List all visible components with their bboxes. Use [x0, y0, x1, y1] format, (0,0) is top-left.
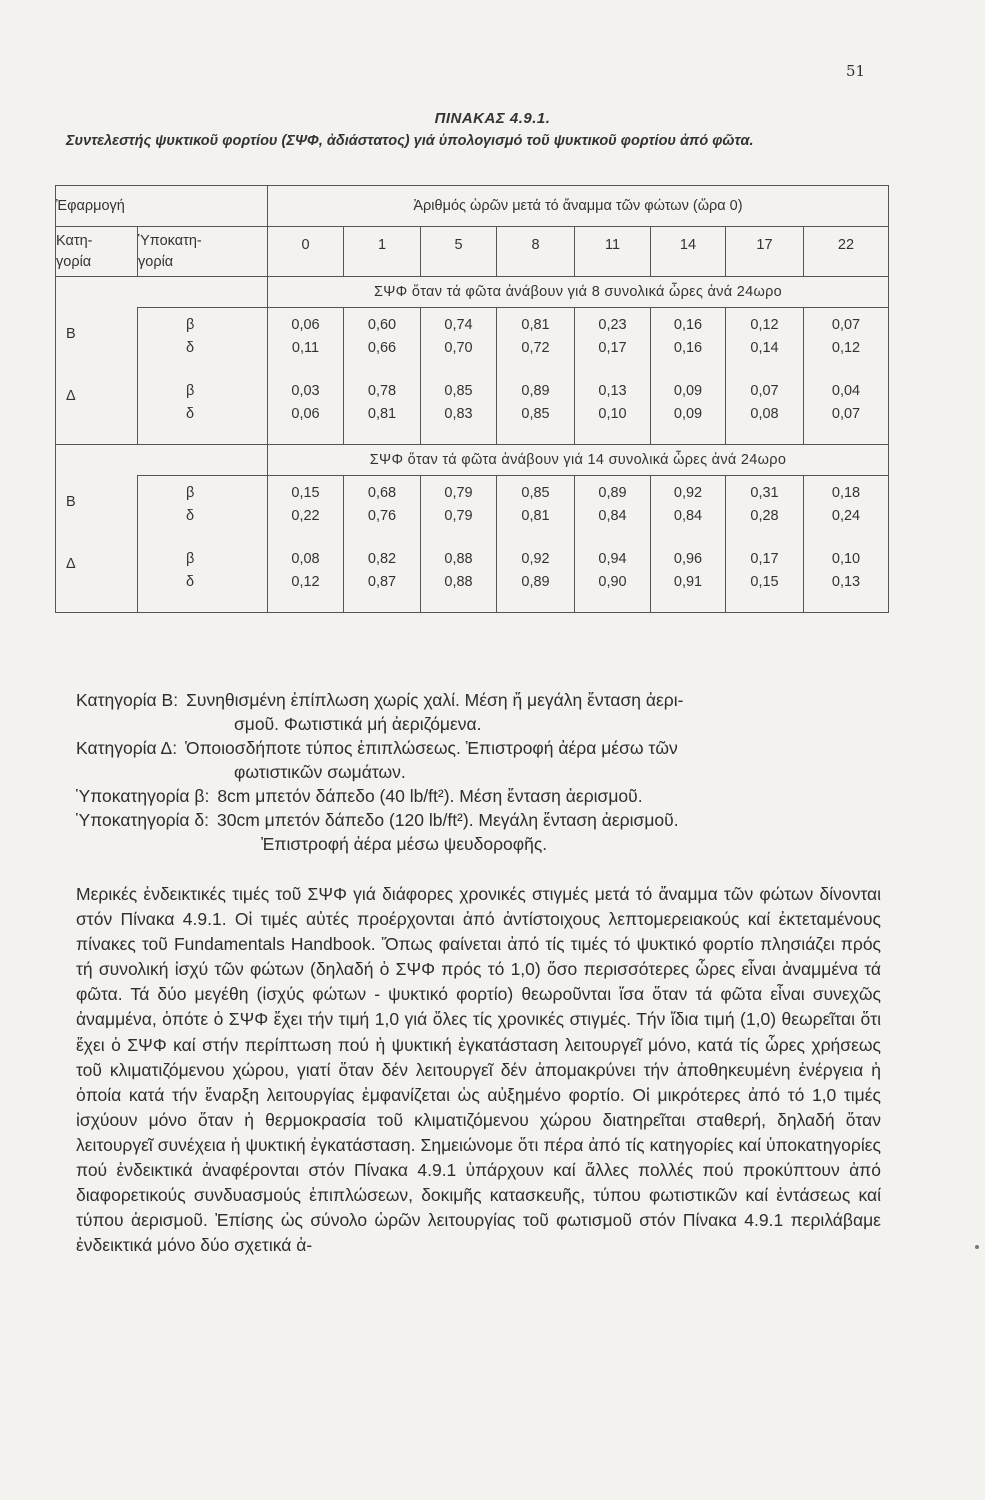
section-14h-body	[56, 476, 889, 613]
legend-text-continued: σμοῦ. Φωτιστικά μή ἀεριζόμενα.	[234, 714, 482, 734]
value-b-delta: 0,70	[444, 340, 473, 356]
value-d-beta: 0,17	[750, 551, 779, 567]
value-b-delta: 0,72	[521, 340, 550, 356]
value-d-beta: 0,07	[750, 383, 779, 399]
legend-text: 30cm μπετόν δάπεδο (120 lb/ft²). Μεγάλη ἔνταση ἀερισμοῦ.	[217, 810, 679, 830]
value-b-delta: 0,76	[367, 508, 397, 524]
value-d-beta: 0,94	[598, 551, 627, 567]
table-title: ΠΙΝΑΚΑΣ 4.9.1.	[434, 110, 551, 127]
value-d-delta: 0,15	[750, 574, 779, 590]
legend-label: Κατηγορία Δ:	[76, 738, 178, 758]
subcategory-labels: β δ	[186, 485, 195, 524]
header-application: Ἐφαρμογή	[56, 186, 268, 227]
value-d-delta: 0,06	[291, 406, 320, 422]
legend-text: Ὁποιοσδήποτε τύπος ἐπιπλώσεως. Ἐπιστροφή ἀέρα μέσω τῶν	[185, 738, 678, 758]
value-b-delta: 0,14	[750, 340, 779, 356]
value-b-beta: 0,07	[831, 317, 861, 333]
value-d-beta: 0,92	[521, 551, 550, 567]
page-speck	[975, 1245, 979, 1249]
value-b-beta: 0,79	[444, 485, 473, 501]
header-hour: 22	[804, 227, 889, 277]
header-category: Κατη- γορία	[56, 227, 138, 277]
value-d-beta: 0,89	[521, 383, 550, 399]
value-d-beta: 0,08	[291, 551, 320, 567]
value-b-beta: 0,18	[831, 485, 861, 501]
category-label: Β	[66, 493, 76, 510]
value-b-delta: 0,84	[673, 508, 703, 524]
header-hours-after: Ἀριθμός ὡρῶν μετά τό ἄναμμα τῶν φώτων (ὥρα 0)	[268, 186, 889, 227]
value-b-beta: 0,81	[521, 317, 550, 333]
value-b-beta: 0,68	[367, 485, 397, 501]
section-caption-14h: ΣΨΦ ὅταν τά φῶτα ἀνάβουν γιά 14 συνολικά ὧρες ἀνά 24ωρο	[268, 445, 889, 476]
value-d-delta: 0,09	[673, 406, 703, 422]
page-number: 51	[846, 62, 866, 80]
value-d-delta: 0,89	[521, 574, 550, 590]
header-hour: 8	[497, 227, 575, 277]
value-d-beta: 0,96	[673, 551, 703, 567]
value-d-delta: 0,83	[444, 406, 473, 422]
body-paragraph: Μερικές ἐνδεικτικές τιμές τοῦ ΣΨΦ γιά διάφορες χρονικές στιγμές μετά τό ἄναμμα τῶν φώτων δίνονται στόν Πίνακα 4.9.1. Οἱ τιμές αὐτές προέρχονται ἀπό ἀντίστοιχους λεπτομερειακούς καί ἐκτεταμένους πίνακες τοῦ Fundamentals Handbook. Ὅπως φαίνεται ἀπό τίς τιμές τό ψυκτικό φορτίο πλησιάζει πρός τή συνολική ἰσχύ τῶν φώτων (δηλαδή ὁ ΣΨΦ πρός τό 1,0) ὅσο περισσότερες ὧρες εἶναι ἀναμμένα τά φῶτα. Τά δύο μεγέθη (ἰσχύς φώτων - ψυκτικό φορτίο) θεωροῦνται ἴσα ὅταν τά φῶτα εἶναι συνεχῶς ἀναμμένα, ὁπότε ὁ ΣΨΦ ἔχει τήν τιμή 1,0 γιά ὅλες τίς χρονικές στιγμές. Τήν ἴδια τιμή (1,0) θεωρεῖται ὅτι ἔχει ὁ ΣΨΦ καί στήν περίπτωση πού ἡ ψυκτική ἐγκατάσταση λειτουργεῖ μόνο, κατά τίς ὧρες χρήσεως τοῦ κλιματιζόμενου χώρου, γιατί ὅταν δέν λειτουργεῖ δέν ἀπομακρύνει τήν ἀποθηκευμένη ἐνέργεια ἡ ὁποία κατά τήν ἔναρξη λειτουργίας ἐμφανίζεται ὡς αὐξημένο φορτίο. Οἱ μικρότερες ἀπό τό 1,0 τιμές ἰσχύουν μόνο ὅταν ἡ θερμοκρασία τοῦ κλιματιζόμενου χώρου διατηρεῖται σταθερή, δηλαδή ὅταν λειτουργεῖ συνέχεια ἡ ψυκτική ἐγκατάσταση. Σημειώνομε ὅτι πέρα ἀπό τίς κατηγορίες καί ὑποκατηγορίες πού ἐνδεικτικά ἀναφέρονται στόν Πίνακα 4.9.1 ὑπάρχουν καί ἄλλες πολλές πού προκύπτουν ἀπό διαφορετικούς συνδυασμούς ἐπιπλώσεων, δοκιμῆς κατασκευῆς, τύπου φωτιστικῶν καί ἐντάσεως καί τύπου ἀερισμοῦ. Ἐπίσης ὡς σύνολο ὡρῶν λειτουργίας τοῦ φωτισμοῦ στόν Πίνακα 4.9.1 περιλάβαμε ἐνδεικτικά μόνο δύο σχετικά ἀ-	[76, 884, 881, 1256]
value-b-delta: 0,24	[831, 508, 861, 524]
subcategory-labels: β δ	[186, 551, 195, 590]
header-hour: 1	[344, 227, 421, 277]
value-b-beta: 0,92	[673, 485, 703, 501]
value-b-beta: 0,60	[367, 317, 397, 333]
legend-text-continued: Ἐπιστροφή ἀέρα μέσω ψευδοροφῆς.	[261, 834, 548, 854]
subcategory-labels: β δ	[186, 383, 195, 422]
value-d-beta: 0,88	[444, 551, 473, 567]
category-label: Δ	[66, 387, 76, 404]
value-b-beta: 0,15	[291, 485, 320, 501]
value-b-beta: 0,85	[521, 485, 550, 501]
header-subcategory: Ὑποκατη- γορία	[138, 227, 268, 277]
value-d-delta: 0,07	[831, 406, 861, 422]
category-label: Β	[66, 325, 76, 342]
value-b-delta: 0,16	[673, 340, 703, 356]
header-hour: 0	[268, 227, 344, 277]
value-d-delta: 0,88	[444, 574, 473, 590]
header-hour: 11	[575, 227, 651, 277]
value-d-beta: 0,10	[831, 551, 861, 567]
value-d-delta: 0,91	[673, 574, 703, 590]
value-d-beta: 0,78	[367, 383, 397, 399]
value-b-delta: 0,17	[598, 340, 627, 356]
header-hour: 5	[421, 227, 497, 277]
value-b-beta: 0,12	[750, 317, 779, 333]
table-caption: Συντελεστής ψυκτικοῦ φορτίου (ΣΨΦ, ἀδιάστατος) γιά ὑπολογισμό τοῦ ψυκτικοῦ φορτίου ἀπό φῶτα.	[66, 133, 754, 149]
value-b-delta: 0,22	[291, 508, 320, 524]
section-caption-8h: ΣΨΦ ὅταν τά φῶτα ἀνάβουν γιά 8 συνολικά ὧρες ἀνά 24ωρο	[268, 277, 889, 308]
legend-text: 8cm μπετόν δάπεδο (40 lb/ft²). Μέση ἔνταση ἀερισμοῦ.	[217, 786, 643, 806]
value-b-delta: 0,28	[750, 508, 779, 524]
table-legend	[76, 688, 881, 856]
legend-text-continued: φωτιστικῶν σωμάτων.	[234, 762, 406, 782]
value-b-beta: 0,74	[444, 317, 473, 333]
value-d-beta: 0,04	[831, 383, 861, 399]
value-d-delta: 0,13	[831, 574, 861, 590]
value-d-delta: 0,85	[521, 406, 550, 422]
value-d-beta: 0,82	[367, 551, 397, 567]
value-d-delta: 0,12	[291, 574, 320, 590]
legend-label: Ὑποκατηγορία β:	[76, 786, 210, 806]
value-b-beta: 0,16	[673, 317, 703, 333]
value-d-beta: 0,03	[291, 383, 320, 399]
header-hour: 17	[726, 227, 804, 277]
value-d-delta: 0,81	[367, 406, 397, 422]
value-d-delta: 0,08	[750, 406, 779, 422]
value-d-delta: 0,90	[598, 574, 627, 590]
legend-label: Ὑποκατηγορία δ:	[76, 810, 210, 830]
value-d-delta: 0,10	[598, 406, 627, 422]
value-b-beta: 0,06	[291, 317, 320, 333]
legend-text: Συνηθισμένη ἐπίπλωση χωρίς χαλί. Μέση ἤ μεγάλη ἔνταση ἀερι-	[186, 690, 684, 710]
value-b-delta: 0,11	[291, 340, 320, 356]
cooling-load-factor-table	[55, 185, 889, 613]
header-hour: 14	[651, 227, 726, 277]
value-b-delta: 0,84	[598, 508, 627, 524]
value-b-delta: 0,81	[521, 508, 550, 524]
legend-label: Κατηγορία Β:	[76, 690, 179, 710]
category-label: Δ	[66, 555, 76, 572]
value-b-delta: 0,12	[831, 340, 861, 356]
section-8h-body	[56, 308, 889, 445]
value-b-delta: 0,66	[367, 340, 397, 356]
subcategory-labels: β δ	[186, 317, 195, 356]
value-b-beta: 0,31	[750, 485, 779, 501]
value-b-delta: 0,79	[444, 508, 473, 524]
value-b-beta: 0,23	[598, 317, 627, 333]
value-d-delta: 0,87	[367, 574, 397, 590]
value-b-beta: 0,89	[598, 485, 627, 501]
value-d-beta: 0,13	[598, 383, 627, 399]
value-d-beta: 0,09	[673, 383, 703, 399]
value-d-beta: 0,85	[444, 383, 473, 399]
